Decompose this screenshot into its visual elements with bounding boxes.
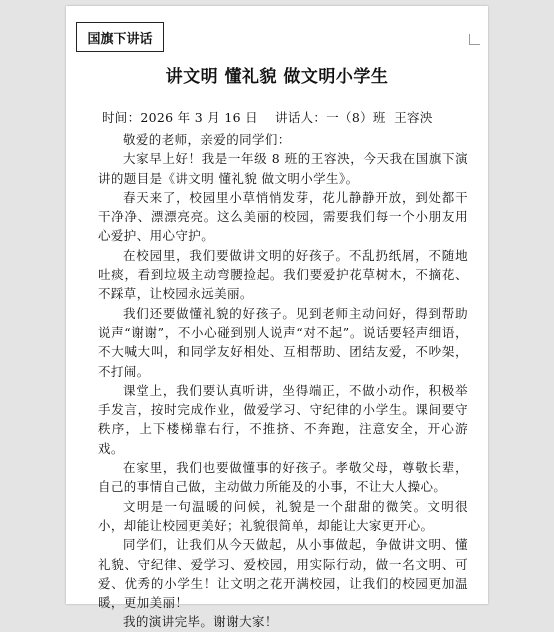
paragraph: 在校园里，我们要做讲文明的好孩子。不乱扔纸屑，不随地吐痰，看到垃圾主动弯腰捡起。我们要爱护花草树木，不摘花、不踩草，让校园永远美丽。 — [98, 247, 468, 302]
document-page — [66, 6, 488, 630]
paragraph: 文明是一句温暖的问候，礼貌是一个甜甜的微笑。文明很小，却能让校园更美好；礼貌很简单，却能让大家更开心。 — [98, 498, 468, 533]
paragraph: 敬爱的老师，亲爱的同学们： — [123, 132, 291, 147]
speech-meta: 时间：2026 年 3 月 16 日 讲话人：一（8）班 王容泱 — [102, 110, 433, 125]
paragraph: 我们还要做懂礼貌的好孩子。见到老师主动问好，得到帮助说声“谢谢”，不小心碰到别人说声“对不起”。说话要轻声细语，不大喊大叫，和同学友好相处、互相帮助、团结友爱，不吵架，不打闹。 — [98, 305, 468, 379]
paragraph: 我的演讲完毕。谢谢大家！ — [123, 614, 278, 630]
paragraph: 春天来了，校园里小草悄悄发芽，花儿静静开放，到处都干干净净、漂漂亮亮。这么美丽的校园，需要我们每一个小朋友用心爱护、用心守护。 — [98, 189, 468, 244]
page-corner-mark — [469, 34, 480, 45]
paragraph: 在家里，我们也要做懂事的好孩子。孝敬父母，尊敬长辈，自己的事情自己做，主动做力所能及的小事，不让大人操心。 — [98, 460, 468, 495]
speech-body — [98, 130, 468, 632]
section-label-box — [76, 22, 164, 52]
paragraph: 同学们，让我们从今天做起，从小事做起，争做讲文明、懂礼貌、守纪律、爱学习、爱校园，用实际行动，做一名文明、可爱、优秀的小学生！让文明之花开满校园，让我们的校园更加温暖，更加美丽！ — [98, 537, 468, 611]
paragraph: 课堂上，我们要认真听讲，坐得端正，不做小动作，积极举手发言，按时完成作业，做爱学习、守纪律的小学生。课间要守秩序，上下楼梯靠右行，不推挤、不奔跑，注意安全，开心游戏。 — [98, 382, 468, 456]
section-label: 国旗下讲话 — [87, 31, 153, 47]
paragraph: 大家早上好！我是一年级 8 班的王容泱，今天我在国旗下演讲的题目是《讲文明 懂礼貌 做文明小学生》。 — [98, 151, 468, 186]
speech-title: 讲文明 懂礼貌 做文明小学生 — [165, 67, 389, 87]
